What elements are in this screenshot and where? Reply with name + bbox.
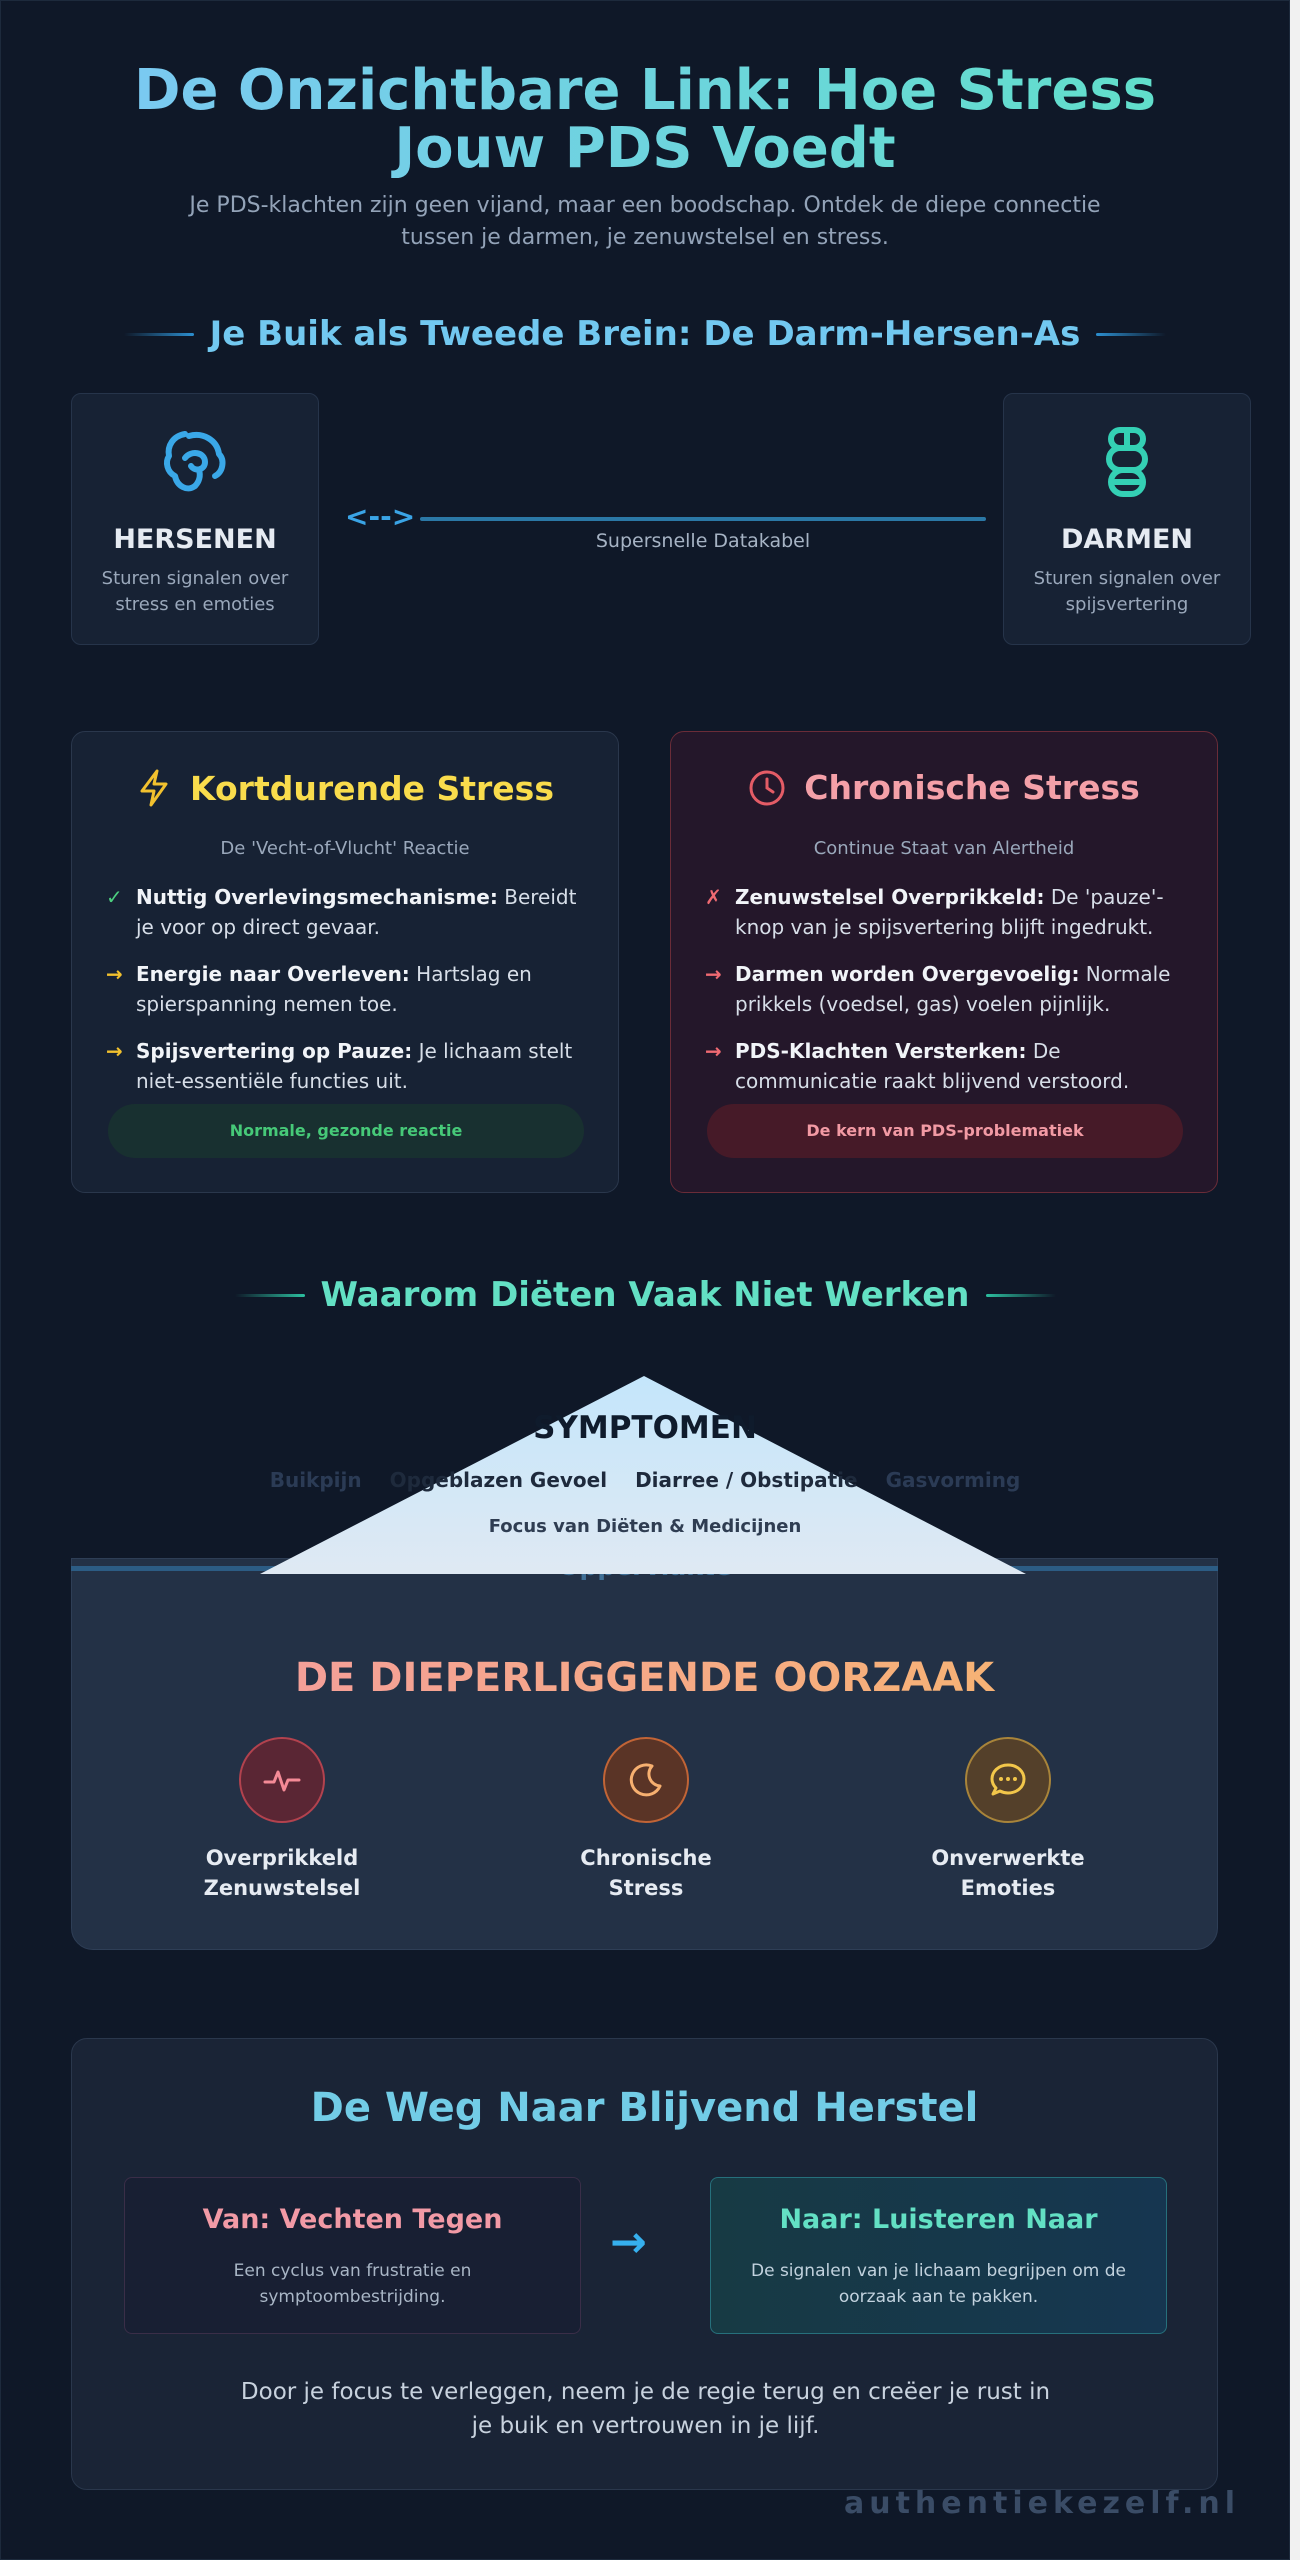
symptoms-list <box>0 1468 1290 1492</box>
short-stress-card <box>71 731 619 1193</box>
gut-card <box>1003 393 1251 645</box>
chronic-stress-subtitle: Continue Staat van Alertheid <box>813 838 1075 859</box>
arrow-icon: → <box>106 1039 123 1063</box>
cause-line: Overprikkeld <box>205 1846 359 1870</box>
cause-line: Emoties <box>960 1876 1056 1900</box>
heartbeat-icon <box>239 1737 325 1823</box>
chronic-stress-list <box>705 882 1183 1113</box>
chronic-stress-card <box>670 731 1218 1193</box>
list-item <box>705 959 1183 1019</box>
gut-label: DARMEN <box>1060 524 1193 555</box>
cause-item <box>526 1737 766 1903</box>
cause-title: DE DIEPERLIGGENDE OORZAAK <box>71 1655 1218 1701</box>
page-subtitle: Je PDS-klachten zijn geen vijand, maar een boodschap. Ontdek de diepe connectie tussen je darmen, je zenuwstelsel en stress. <box>189 193 1101 250</box>
connector-arrows: <--> <box>345 500 416 533</box>
recovery-to-title: Naar: Luisteren Naar <box>779 2204 1098 2235</box>
arrow-icon: → <box>106 962 123 986</box>
item-bold: PDS-Klachten Versterken: <box>735 1039 1027 1063</box>
intestine-icon <box>1004 424 1250 504</box>
list-item <box>705 1036 1183 1096</box>
cause-label <box>526 1843 766 1903</box>
item-text: Normale prikkels (voedsel, gas) voelen pijnlijk. <box>735 962 1171 1016</box>
diets-heading-text: Waarom Diëten Vaak Niet Werken <box>320 1275 970 1315</box>
symptom-item: Diarree / Obstipatie <box>635 1468 858 1492</box>
chronic-stress-head <box>671 768 1217 807</box>
brain-icon <box>72 424 318 504</box>
cause-line: Chronische <box>580 1846 712 1870</box>
brain-label: HERSENEN <box>113 524 277 555</box>
arrow-icon: → <box>705 962 722 986</box>
item-bold: Energie naar Overleven: <box>136 962 410 986</box>
recovery-title: De Weg Naar Blijvend Herstel <box>310 2085 979 2131</box>
symptoms-focus: Focus van Diëten & Medicijnen <box>488 1516 802 1537</box>
heading-line-left <box>124 333 194 336</box>
scrollbar[interactable] <box>1290 0 1300 2560</box>
cause-item <box>162 1737 402 1903</box>
cause-line: Onverwerkte <box>931 1846 1085 1870</box>
chronic-stress-title: Chronische Stress <box>804 768 1140 807</box>
recovery-to-box <box>710 2177 1167 2334</box>
watermark: authentiekezelf.nl <box>843 2486 1240 2521</box>
heading-line-right <box>986 1294 1056 1297</box>
item-text: De communicatie raakt blijvend verstoord. <box>735 1039 1130 1093</box>
moon-icon <box>603 1737 689 1823</box>
item-bold: Nuttig Overlevingsmechanisme: <box>136 885 498 909</box>
list-item <box>106 882 584 942</box>
gut-brain-heading <box>0 314 1290 354</box>
short-stress-head <box>72 768 618 808</box>
gut-brain-heading-text: Je Buik als Tweede Brein: De Darm-Hersen-As <box>209 314 1081 354</box>
connector-label: Supersnelle Datakabel <box>595 530 811 552</box>
recovery-from-title: Van: Vechten Tegen <box>202 2204 503 2235</box>
symptom-item: Gasvorming <box>885 1468 1021 1492</box>
recovery-from-box <box>124 2177 581 2334</box>
page-title: De Onzichtbare Link: Hoe Stress Jouw PDS Voedt <box>60 62 1230 178</box>
short-stress-list <box>106 882 584 1113</box>
symptom-item: Opgeblazen Gevoel <box>389 1468 608 1492</box>
gut-desc: Sturen signalen over spijsvertering <box>1033 568 1221 615</box>
symptoms-title: SYMPTOMEN <box>533 1410 757 1446</box>
heading-line-left <box>235 1294 305 1297</box>
check-icon: ✓ <box>106 885 123 909</box>
cause-line: Stress <box>608 1876 684 1900</box>
cause-label <box>888 1843 1128 1903</box>
connector-line <box>420 517 986 521</box>
clock-icon <box>748 769 786 807</box>
item-text: De 'pauze'-knop van je spijsvertering blijft ingedrukt. <box>735 885 1164 939</box>
recovery-card <box>71 2038 1218 2490</box>
chronic-stress-badge: De kern van PDS-problematiek <box>707 1104 1183 1158</box>
item-bold: Darmen worden Overgevoelig: <box>735 962 1080 986</box>
short-stress-subtitle: De 'Vecht-of-Vlucht' Reactie <box>220 838 470 859</box>
list-item <box>106 959 584 1019</box>
heading-line-right <box>1096 333 1166 336</box>
arrow-right-icon: → <box>610 2217 647 2268</box>
brain-card <box>71 393 319 645</box>
item-text: Bereidt je voor op direct gevaar. <box>136 885 577 939</box>
recovery-from-desc: Een cyclus van frustratie en symptoombestrijding. <box>233 2261 472 2307</box>
lightning-icon <box>136 768 172 808</box>
short-stress-title: Kortdurende Stress <box>190 768 554 808</box>
recovery-footer: Door je focus te verleggen, neem je de regie terug en creëer je rust in je buik en vertrouwen in je lijf. <box>240 2379 1051 2439</box>
symptom-item: Buikpijn <box>269 1468 362 1492</box>
recovery-to-desc: De signalen van je lichaam begrijpen om de oorzaak aan te pakken. <box>750 2261 1126 2307</box>
item-bold: Zenuwstelsel Overprikkeld: <box>735 885 1045 909</box>
list-item <box>705 882 1183 942</box>
item-text: Je lichaam stelt niet-essentiële functies uit. <box>136 1039 573 1093</box>
cause-label <box>162 1843 402 1903</box>
cause-item <box>888 1737 1128 1903</box>
list-item <box>106 1036 584 1096</box>
cause-line: Zenuwstelsel <box>203 1876 361 1900</box>
item-bold: Spijsvertering op Pauze: <box>136 1039 413 1063</box>
arrow-icon: → <box>705 1039 722 1063</box>
diets-heading <box>0 1275 1290 1315</box>
cross-icon: ✗ <box>705 885 722 909</box>
brain-desc: Sturen signalen over stress en emoties <box>101 568 289 615</box>
short-stress-badge: Normale, gezonde reactie <box>108 1104 584 1158</box>
chat-bubble-icon <box>965 1737 1051 1823</box>
item-text: Hartslag en spierspanning nemen toe. <box>136 962 532 1016</box>
